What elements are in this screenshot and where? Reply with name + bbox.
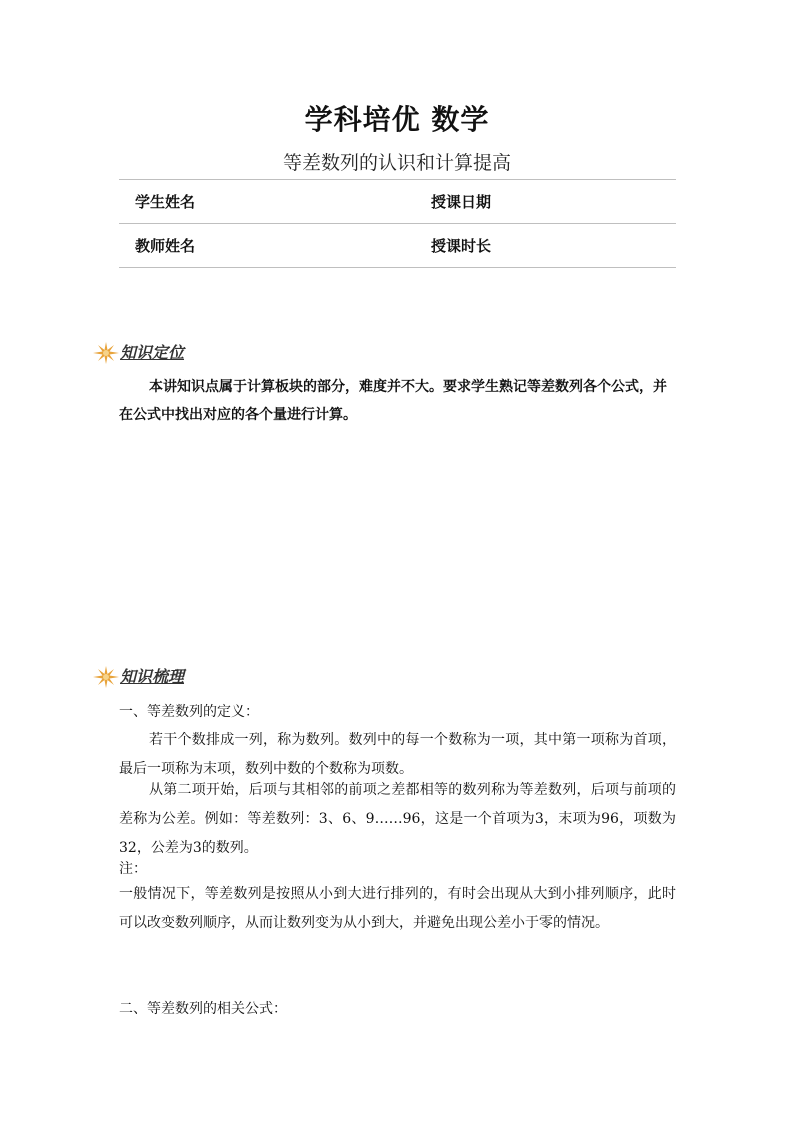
item2-heading: 二、等差数列的相关公式： [119,1001,287,1017]
page-title: 学科培优 数学 [304,103,490,136]
info-table [119,179,676,268]
note-body: 一般情况下，等差数列是按照从小到大进行排列的，有时会出现从大到小排列顺序，此时可以改变数列顺序，从而让数列变为从小到大，并避免出现公差小于零的情况。 [119,886,676,931]
item1-heading: 一、等差数列的定义： [119,704,259,720]
lesson-duration-label: 授课时长 [431,237,492,255]
star-burst-icon [92,341,120,365]
lesson-date-label: 授课日期 [431,193,492,211]
note-label: 注： [119,861,147,877]
definition-paragraph-1: 若干个数排成一列，称为数列。数列中的每一个数称为一项，其中第一项称为首项，最后一项称为末项，数列中数的个数称为项数。 [119,732,676,777]
teacher-name-label: 教师姓名 [135,237,196,255]
definition-paragraph-2: 从第二项开始，后项与其相邻的前项之差都相等的数列称为等差数列，后项与前项的差称为公差。例如：等差数列：3、6、9……96，这是一个首项为3，末项为96，项数为32，公差为3的数列。 [119,782,676,856]
info-row [119,224,676,268]
student-name-label: 学生姓名 [135,193,196,211]
info-row [119,180,676,224]
positioning-body: 本讲知识点属于计算板块的部分，难度并不大。要求学生熟记等差数列各个公式，并在公式中找出对应的各个量进行计算。 [119,379,667,423]
section-title: 知识定位 [120,343,185,362]
section-title: 知识梳理 [120,667,185,686]
star-burst-icon [92,665,120,689]
page-subtitle: 等差数列的认识和计算提高 [282,152,511,174]
